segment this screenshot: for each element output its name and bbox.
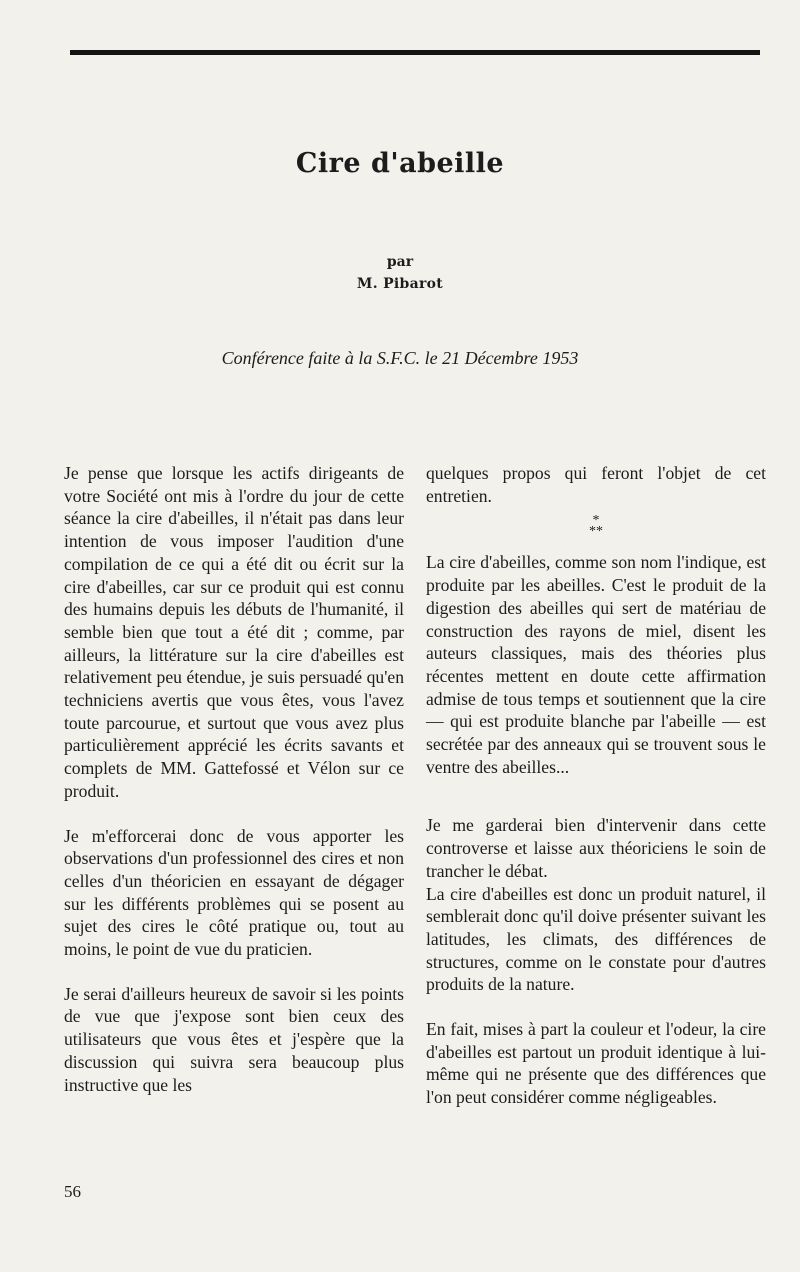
top-rule xyxy=(70,50,760,55)
byline-par: par xyxy=(386,254,414,270)
paragraph: La cire d'abeilles est donc un produit naturel, il semblerait donc qu'il doive présenter suivant les latitudes, les climats, des différences de structures, comme on le constate pour d'autres produits de la nature. xyxy=(426,883,766,995)
author-name: M. Pibarot xyxy=(356,276,444,292)
paragraph-continuation: quelques propos qui feront l'objet de cet entretien. xyxy=(426,463,766,506)
paragraph: Je pense que lorsque les actifs dirigeants de votre Société ont mis à l'ordre du jour de cette séance la cire d'abeilles, il n'était pas dans leur intention de vous imposer l'audition d'une compilation de ce qui a été dit ou écrit sur la cire d'abeilles, car sur ce produit qui est connu des humains depuis les débuts de l'humanité, il semble bien que tout a été dit ; comme, par ailleurs, la littérature sur la cire d'abeilles est relativement peu étendue, je suis persuadé qu'en techniciens avertis que vous êtes, vous l'avez toute parcourue, et surtout que vous avez plus particulièrement apprécié les écrits savants et complets de MM. Gattefossé et Vélon sur ce produit. xyxy=(64,463,404,801)
article-title: Cire d'abeille xyxy=(295,148,505,180)
paragraph: Je m'efforcerai donc de vous apporter les observations d'un professionnel des cires et non celles d'un théoricien en essayant de dégager sur les différents problèmes qui se posent au sujet des cires le côté pratique ou, tout au moins, le point de vue du praticien. xyxy=(64,825,404,960)
right-column xyxy=(426,462,766,1109)
left-column xyxy=(64,462,404,1096)
paragraph: La cire d'abeilles, comme son nom l'indique, est produite par les abeilles. C'est le produit de la digestion des abeilles qui sert de matériau de construction des rayons de miel, disent les auteurs classiques, mais des théories plus récentes mettent en doute cette affirmation admise de tous temps et soutiennent que la cire — qui est produite blanche par l'abeille — est secrétée par des anneaux qui se trouvent sous le ventre des abeilles... xyxy=(426,552,766,777)
section-separator: * ** xyxy=(589,513,603,540)
paragraph: En fait, mises à part la couleur et l'odeur, la cire d'abeilles est partout un produit identique à lui-même qui ne présente que des différences que l'on peut considérer comme négligeables. xyxy=(426,1019,766,1108)
conference-subtitle: Conférence faite à la S.F.C. le 21 Décembre 1953 xyxy=(221,348,579,368)
page-number: 56 xyxy=(64,1182,81,1201)
paragraph: Je me garderai bien d'intervenir dans cette controverse et laisse aux théoriciens le soin de trancher le débat. xyxy=(426,815,766,881)
paragraph: Je serai d'ailleurs heureux de savoir si les points de vue que j'expose sont bien ceux des utilisateurs que vous êtes et j'espère que la discussion qui suivra sera beaucoup plus instructive que les xyxy=(64,983,404,1095)
